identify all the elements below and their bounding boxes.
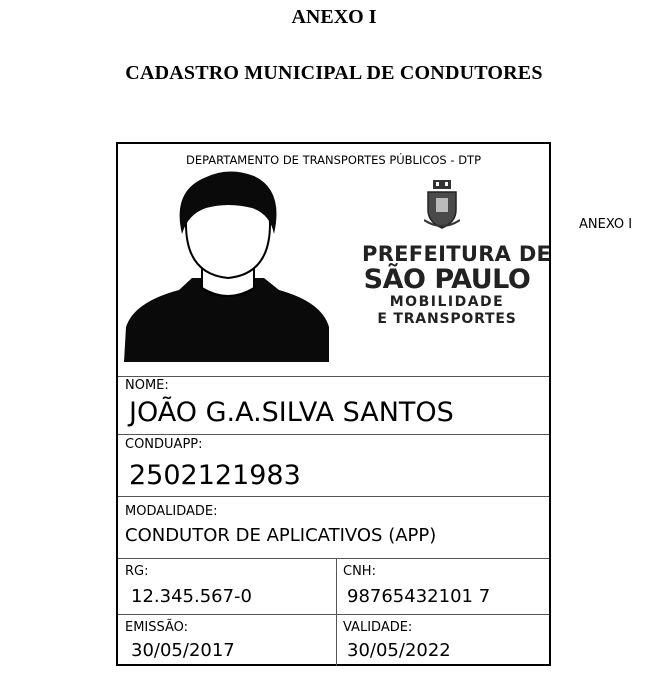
rg-label: RG:	[125, 564, 149, 579]
divider-documents	[118, 558, 549, 559]
rg-value: 12.345.567-0	[131, 586, 253, 607]
logo-line-mobilidade: MOBILIDADE	[389, 294, 505, 310]
validade-value: 30/05/2022	[347, 640, 451, 661]
conduapp-label: CONDUAPP:	[125, 437, 203, 452]
logo-line-transportes: E TRANSPORTES	[377, 311, 517, 327]
logo-line-prefeitura: PREFEITURA DE	[362, 242, 552, 266]
column-divider	[336, 558, 337, 666]
city-coat-of-arms-icon	[424, 180, 460, 230]
nome-value: JOÃO G.A.SILVA SANTOS	[129, 397, 454, 428]
side-annex-note: ANEXO I	[579, 217, 633, 232]
cnh-label: CNH:	[343, 564, 376, 579]
person-silhouette-icon	[124, 162, 334, 362]
divider-nome	[118, 376, 549, 377]
document-title: CADASTRO MUNICIPAL DE CONDUTORES	[125, 62, 543, 84]
divider-modalidade	[118, 496, 549, 497]
prefeitura-logo	[362, 180, 552, 330]
validade-label: VALIDADE:	[343, 620, 413, 635]
divider-conduapp	[118, 434, 549, 435]
logo-line-sao-paulo: SÃO PAULO	[363, 264, 531, 295]
modalidade-label: MODALIDADE:	[125, 504, 218, 519]
emissao-value: 30/05/2017	[131, 640, 235, 661]
divider-dates	[118, 614, 549, 615]
cnh-value: 98765432101 7	[347, 586, 491, 607]
nome-label: NOME:	[125, 378, 169, 393]
department-name: DEPARTAMENTO DE TRANSPORTES PÚBLICOS - DTP	[185, 153, 482, 167]
modalidade-value: CONDUTOR DE APLICATIVOS (APP)	[125, 525, 437, 546]
conduapp-value: 2502121983	[129, 460, 301, 491]
anexo-heading: ANEXO I	[291, 6, 377, 28]
emissao-label: EMISSÃO:	[125, 620, 189, 635]
driver-id-card	[116, 142, 551, 666]
